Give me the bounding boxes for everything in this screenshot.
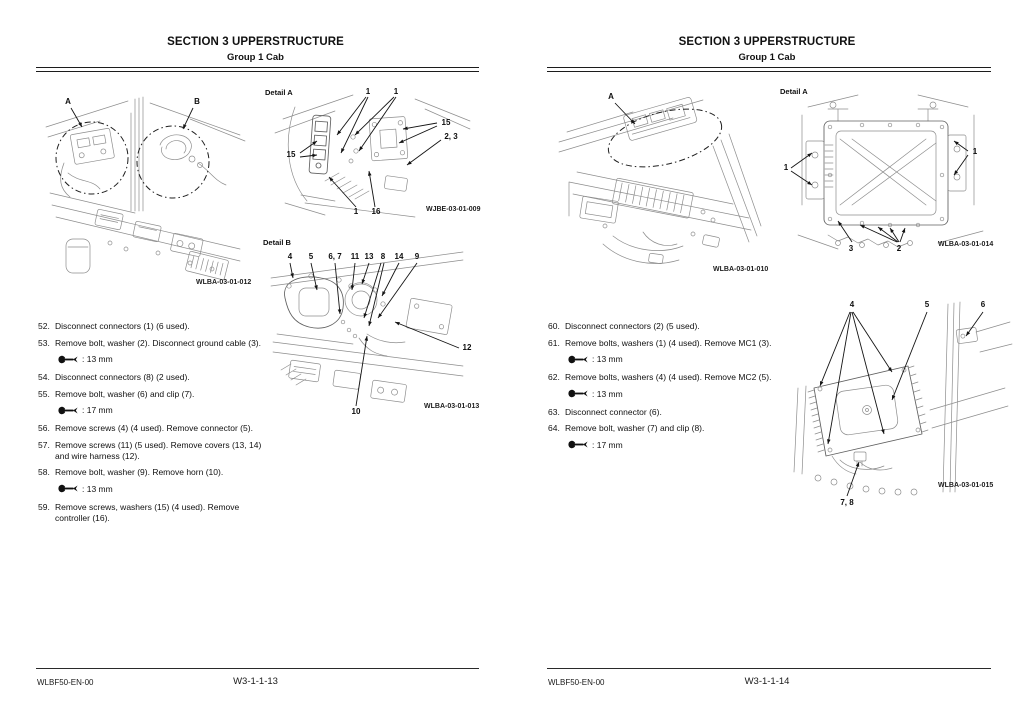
procedure-step <box>38 321 264 332</box>
callout-label: 9 <box>414 252 420 261</box>
step-text: Remove screws, washers (15) (4 used). Remove controller (16). <box>55 501 240 523</box>
wrench-size-row <box>568 389 774 399</box>
wrench-size-row <box>58 405 264 415</box>
wrench-size: : 13 mm <box>592 388 623 399</box>
procedure-step <box>548 321 774 332</box>
callout-label: 8 <box>380 252 386 261</box>
step-number: 60. <box>548 321 560 331</box>
step-text: Remove bolt, washer (2). Disconnect ground cable (3). <box>55 337 261 348</box>
figure-detail-b-left <box>263 238 480 420</box>
callout-label: 7, 8 <box>840 498 854 507</box>
callout-label: 1 <box>393 87 399 96</box>
wrench-size-row <box>58 354 264 364</box>
figure-detail-a-right <box>778 85 993 257</box>
callout-label: 1 <box>972 147 978 156</box>
wrench-size-row <box>568 440 774 450</box>
callout-label: 13 <box>364 252 374 261</box>
figure-code: WLBA-03-01-014 <box>938 241 994 248</box>
step-text: Remove screws (11) (5 used). Remove covers (13, 14) and wire harness (12). <box>55 439 262 461</box>
callout-label: 14 <box>394 252 404 261</box>
callout-label: 15 <box>441 118 451 127</box>
callout-label: 6 <box>980 300 986 309</box>
callout-label: 4 <box>849 300 855 309</box>
procedure-steps-right <box>548 321 774 458</box>
page-number: W3-1-1-13 <box>233 676 278 687</box>
figure-caption: Detail A <box>780 87 808 96</box>
figure-mc2-right <box>780 292 1018 510</box>
procedure-step <box>38 440 264 462</box>
callout-label: 1 <box>365 87 371 96</box>
callout-label: 4 <box>287 252 293 261</box>
wrench-icon <box>58 484 78 493</box>
page-right <box>511 0 1023 722</box>
machinery-art <box>40 93 252 298</box>
step-number: 55. <box>38 388 50 399</box>
machinery-art <box>263 238 475 420</box>
doc-code: WLBF50-EN-00 <box>548 678 605 687</box>
wrench-size: : 13 mm <box>82 483 113 494</box>
section-title: SECTION 3 UPPERSTRUCTURE <box>678 36 856 48</box>
figure-caption: Detail A <box>265 88 293 97</box>
callout-label: 1 <box>353 207 359 216</box>
procedure-step <box>38 467 264 478</box>
page-left <box>0 0 511 722</box>
machinery-art <box>780 292 1018 510</box>
step-text: Remove bolt, washer (9). Remove horn (10). <box>55 467 224 478</box>
footer-rule <box>547 668 991 669</box>
procedure-step <box>38 423 264 434</box>
wrench-icon <box>568 440 588 449</box>
procedure-step <box>548 372 774 383</box>
step-number: 61. <box>548 337 560 348</box>
procedure-step <box>38 338 264 349</box>
wrench-icon <box>58 406 78 415</box>
step-text: Disconnect connectors (1) (6 used). <box>55 321 190 331</box>
step-text: Remove bolt, washer (6) and clip (7). <box>55 388 195 399</box>
procedure-step <box>38 372 264 383</box>
figure-overview-right <box>553 86 769 278</box>
wrench-size-row <box>568 354 774 364</box>
section-title: SECTION 3 UPPERSTRUCTURE <box>167 36 344 48</box>
callout-label: 5 <box>924 300 930 309</box>
step-number: 52. <box>38 321 50 331</box>
wrench-size: : 13 mm <box>82 354 113 365</box>
callout-label: 5 <box>308 252 314 261</box>
step-text: Remove bolt, washer (7) and clip (8). <box>565 423 705 434</box>
wrench-size: : 13 mm <box>592 354 623 365</box>
callout-label: A <box>65 97 71 106</box>
callout-label: 3 <box>848 244 854 253</box>
doc-code: WLBF50-EN-00 <box>37 678 94 687</box>
callout-label: 2 <box>896 244 902 253</box>
step-number: 56. <box>38 423 50 434</box>
figure-code: WJBE-03-01-009 <box>426 206 481 213</box>
callout-label: 2, 3 <box>444 132 458 141</box>
procedure-steps-left <box>38 321 264 529</box>
machinery-art <box>553 86 765 278</box>
step-number: 58. <box>38 467 50 478</box>
figure-overview-left <box>40 93 252 298</box>
step-number: 54. <box>38 372 50 383</box>
callout-label: 10 <box>351 407 361 416</box>
procedure-step <box>548 423 774 434</box>
figure-code: WLBA-03-01-015 <box>938 482 994 489</box>
callout-label: 1 <box>783 163 789 172</box>
machinery-art <box>778 85 993 257</box>
procedure-step <box>38 502 264 524</box>
figure-code: WLBA-03-01-010 <box>713 266 769 273</box>
step-number: 62. <box>548 372 560 383</box>
callout-label: 6, 7 <box>328 252 342 261</box>
step-text: Disconnect connectors (2) (5 used). <box>565 321 700 331</box>
step-text: Disconnect connectors (8) (2 used). <box>55 372 190 383</box>
wrench-icon <box>568 355 588 364</box>
group-title: Group 1 Cab <box>226 52 284 63</box>
step-text: Disconnect connector (6). <box>565 406 662 417</box>
footer-rule <box>36 668 479 669</box>
procedure-step <box>548 407 774 418</box>
procedure-step <box>38 389 264 400</box>
callout-label: B <box>194 97 200 106</box>
callout-label: 16 <box>371 207 381 216</box>
wrench-icon <box>568 389 588 398</box>
wrench-size-row <box>58 484 264 494</box>
step-text: Remove bolts, washers (4) (4 used). Remove MC2 (5). <box>565 372 772 383</box>
group-title: Group 1 Cab <box>738 52 796 63</box>
figure-detail-a-left <box>265 85 481 227</box>
figure-code: WLBA-03-01-013 <box>424 403 480 410</box>
step-number: 53. <box>38 337 50 348</box>
figure-code: WLBA-03-01-012 <box>196 279 252 286</box>
header-double-rule <box>36 67 479 72</box>
step-text: Remove bolts, washers (1) (4 used). Remove MC1 (3). <box>565 337 772 348</box>
step-number: 63. <box>548 406 560 417</box>
page-number: W3-1-1-14 <box>744 676 790 687</box>
wrench-size: : 17 mm <box>82 405 113 416</box>
step-number: 57. <box>38 439 50 450</box>
callout-label: 15 <box>286 150 296 159</box>
wrench-size: : 17 mm <box>592 439 623 450</box>
callout-label: 12 <box>462 343 472 352</box>
step-number: 59. <box>38 501 50 512</box>
procedure-step <box>548 338 774 349</box>
step-number: 64. <box>548 423 560 434</box>
figure-caption: Detail B <box>263 238 291 247</box>
callout-label: 11 <box>350 252 360 261</box>
step-text: Remove screws (4) (4 used). Remove connector (5). <box>55 423 253 434</box>
callout-label: A <box>608 92 614 101</box>
header-double-rule <box>547 67 991 72</box>
wrench-icon <box>58 355 78 364</box>
